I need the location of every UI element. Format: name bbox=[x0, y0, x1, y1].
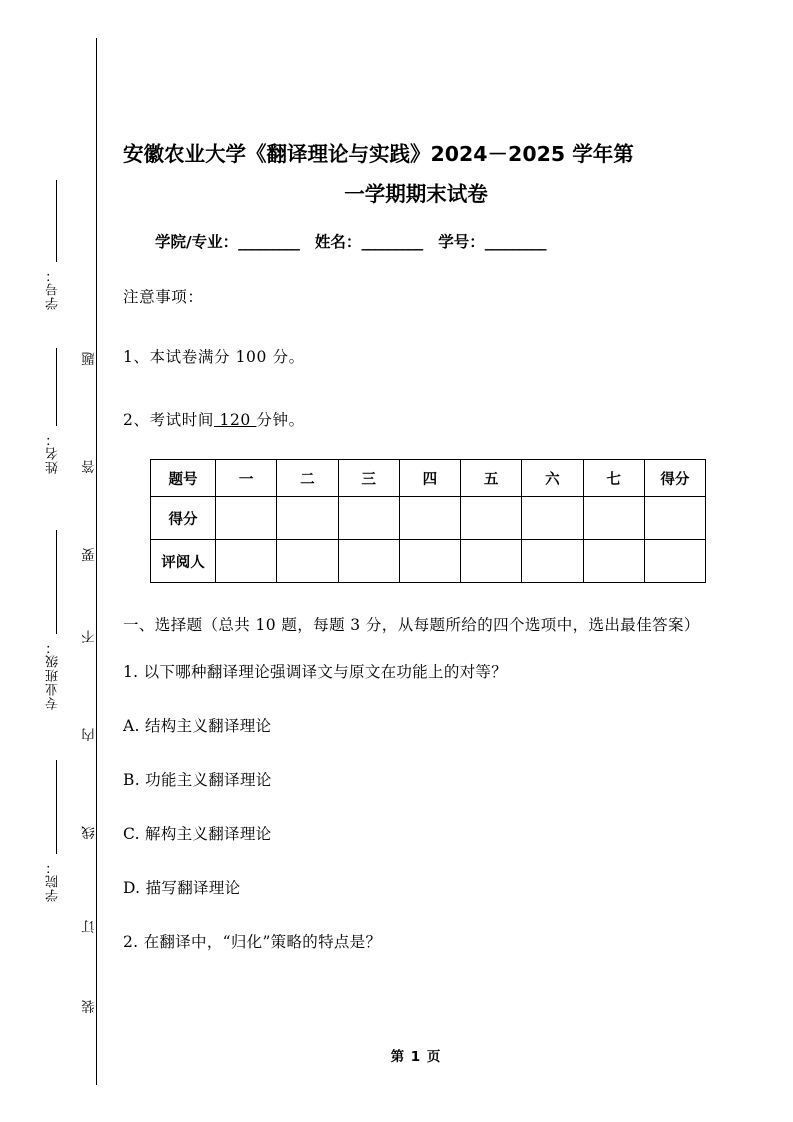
score-table-header-4: 四 bbox=[399, 460, 460, 497]
question-1-option-d[interactable]: D. 描写翻译理论 bbox=[123, 879, 241, 897]
exam-title-line-2: 一学期期末试卷 bbox=[344, 181, 488, 206]
score-cell[interactable] bbox=[216, 497, 277, 540]
college-major-blank[interactable]: _________ bbox=[238, 233, 299, 251]
reviewer-cell[interactable] bbox=[277, 540, 338, 583]
binding-notice-char-2: 答 bbox=[82, 460, 98, 474]
page-footer: 第 1 页 bbox=[390, 1049, 442, 1065]
table-row bbox=[151, 497, 706, 540]
field-rule-college bbox=[56, 760, 57, 854]
score-cell[interactable] bbox=[644, 497, 705, 540]
binding-notice-char-6: 线 bbox=[82, 826, 98, 840]
field-rule-name bbox=[56, 348, 57, 426]
notes-item-2-suffix: 分钟。 bbox=[256, 411, 305, 429]
score-table-header-2: 二 bbox=[277, 460, 338, 497]
reviewer-cell[interactable] bbox=[522, 540, 583, 583]
score-table-header-8: 得分 bbox=[644, 460, 705, 497]
exam-duration-value: 120 bbox=[213, 411, 257, 429]
table-row bbox=[151, 460, 706, 497]
questions-section bbox=[123, 607, 709, 985]
page-title bbox=[123, 134, 709, 214]
reviewer-cell[interactable] bbox=[399, 540, 460, 583]
student-info-row bbox=[155, 230, 709, 252]
name-blank[interactable]: _________ bbox=[361, 233, 423, 251]
binding-margin bbox=[0, 0, 110, 1122]
name-label: 姓名： bbox=[314, 233, 362, 251]
binding-label-name: 姓名： bbox=[46, 432, 61, 474]
score-table-header-3: 三 bbox=[338, 460, 399, 497]
question-1-option-c[interactable]: C. 解构主义翻译理论 bbox=[123, 825, 272, 843]
score-table-header-5: 五 bbox=[461, 460, 522, 497]
score-row-label-1: 评阅人 bbox=[151, 540, 216, 583]
student-id-blank[interactable]: _________ bbox=[484, 233, 546, 251]
student-id-label: 学号： bbox=[438, 233, 485, 251]
score-table-header-6: 六 bbox=[522, 460, 583, 497]
score-cell[interactable] bbox=[338, 497, 399, 540]
field-rule-class bbox=[56, 530, 57, 634]
question-stem-1: 1. 以下哪种翻译理论强调译文与原文在功能上的对等？ bbox=[123, 663, 508, 681]
score-table-header-1: 一 bbox=[216, 460, 277, 497]
reviewer-cell[interactable] bbox=[338, 540, 399, 583]
binding-label-student-id: 学号： bbox=[46, 268, 61, 310]
notes-item-2-prefix: 2、考试时间 bbox=[123, 411, 214, 429]
score-cell[interactable] bbox=[522, 497, 583, 540]
binding-notice-char-7: 订 bbox=[82, 920, 98, 934]
question-section-heading: 一、选择题（总共 10 题，每题 3 分，从每题所给的四个选项中，选出最佳答案） bbox=[123, 616, 700, 634]
binding-notice-char-5: 内 bbox=[82, 728, 98, 742]
binding-label-college: 学院： bbox=[46, 860, 61, 902]
field-rule-student-id bbox=[56, 180, 57, 262]
reviewer-cell[interactable] bbox=[644, 540, 705, 583]
binding-notice-char-1: 题 bbox=[82, 352, 98, 366]
binding-notice-char-4: 不 bbox=[82, 630, 98, 644]
exam-title-line-1: 安徽农业大学《翻译理论与实践》2024－2025 学年第 bbox=[123, 141, 634, 166]
question-1-option-a[interactable]: A. 结构主义翻译理论 bbox=[123, 717, 272, 735]
score-table-header-0: 题号 bbox=[151, 460, 216, 497]
notes-item-2 bbox=[123, 408, 305, 430]
notes-heading: 注意事项： bbox=[123, 288, 204, 306]
binding-label-class: 专业班级： bbox=[46, 640, 61, 710]
reviewer-cell[interactable] bbox=[583, 540, 644, 583]
binding-notice-char-3: 要 bbox=[82, 548, 98, 562]
reviewer-cell[interactable] bbox=[461, 540, 522, 583]
score-cell[interactable] bbox=[583, 497, 644, 540]
question-1-option-b[interactable]: B. 功能主义翻译理论 bbox=[123, 771, 272, 789]
score-row-label-0: 得分 bbox=[151, 497, 216, 540]
reviewer-cell[interactable] bbox=[216, 540, 277, 583]
table-row bbox=[151, 540, 706, 583]
score-cell[interactable] bbox=[461, 497, 522, 540]
score-table bbox=[150, 459, 706, 583]
binding-notice-char-8: 装 bbox=[82, 1000, 98, 1014]
exam-page-body bbox=[123, 0, 709, 1122]
college-major-label: 学院/专业： bbox=[155, 233, 239, 251]
score-table-header-7: 七 bbox=[583, 460, 644, 497]
score-cell[interactable] bbox=[277, 497, 338, 540]
score-cell[interactable] bbox=[399, 497, 460, 540]
notes-item-1: 1、本试卷满分 100 分。 bbox=[123, 348, 305, 366]
question-stem-2: 2. 在翻译中，“归化”策略的特点是？ bbox=[123, 933, 382, 951]
